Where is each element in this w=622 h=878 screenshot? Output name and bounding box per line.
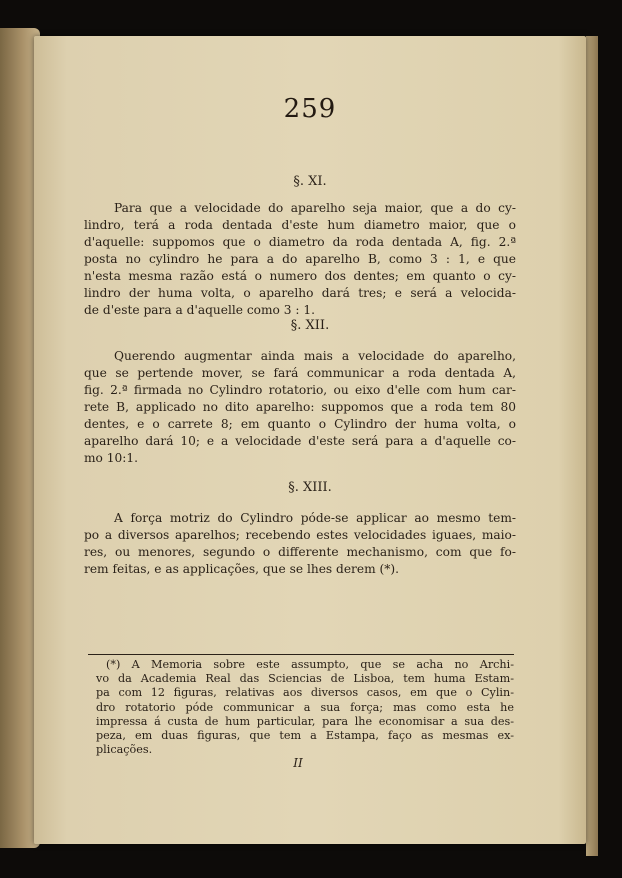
paragraph-line: n'esta mesma razão está o numero dos dentes; em quanto o cy- bbox=[84, 269, 516, 283]
section-xii-paragraph bbox=[84, 348, 516, 467]
page-number: 259 bbox=[283, 94, 337, 124]
paragraph-line: rete B, applicado no dito aparelho: suppomos que a roda tem 80 bbox=[84, 400, 516, 414]
footnote-line: dro rotatorio póde communicar a sua força; mas como esta he bbox=[96, 700, 514, 714]
paragraph-line: posta no cylindro he para a do aparelho B, como 3 : 1, e que bbox=[84, 252, 516, 266]
section-heading-xi: §. XI. bbox=[293, 174, 327, 189]
footnote-line: vo da Academia Real das Sciencias de Lisboa, tem huma Estam- bbox=[96, 672, 514, 686]
paragraph-line: mo 10:1. bbox=[84, 451, 139, 465]
footnote bbox=[96, 658, 514, 757]
paragraph-line: fig. 2.ª firmada no Cylindro rotatorio, ou eixo d'elle com hum car- bbox=[84, 383, 516, 397]
paragraph-line: po a diversos aparelhos; recebendo estes velocidades iguaes, maio- bbox=[84, 528, 516, 542]
paragraph-line: d'aquelle: suppomos que o diametro da roda dentada A, fig. 2.ª bbox=[84, 235, 516, 249]
paragraph-line: de d'este para a d'aquelle como 3 : 1. bbox=[84, 303, 315, 317]
paragraph-line: que se pertende mover, se fará communicar a roda dentada A, bbox=[84, 366, 516, 380]
footnote-line: plicações. bbox=[96, 743, 153, 757]
footnote-rule bbox=[88, 654, 514, 655]
paragraph-line: res, ou menores, segundo o differente mechanismo, com que fo- bbox=[84, 545, 516, 559]
paragraph-line: lindro der huma volta, o aparelho dará tres; e será a velocida- bbox=[84, 286, 516, 300]
section-xi-paragraph bbox=[84, 166, 516, 319]
paragraph-line: Para que a velocidade do aparelho seja maior, que a do cy- bbox=[114, 201, 516, 215]
paragraph-line: A força motriz do Cylindro póde-se applicar ao mesmo tem- bbox=[114, 511, 516, 525]
paragraph-line: dentes, e o carrete 8; em quanto o Cylindro der huma volta, o bbox=[84, 417, 516, 431]
paragraph-line: rem feitas, e as applicações, que se lhes derem (*). bbox=[84, 562, 400, 576]
footnote-line: pa com 12 figuras, relativas aos diversos casos, em que o Cylin- bbox=[96, 686, 514, 700]
book-page bbox=[34, 36, 586, 844]
paragraph-line: aparelho dará 10; e a velocidade d'este será para a d'aquelle co- bbox=[84, 434, 516, 448]
paragraph-line: lindro, terá a roda dentada d'este hum diametro maior, que o bbox=[84, 218, 516, 232]
footnote-line: (*) A Memoria sobre este assumpto, que se acha no Archi- bbox=[106, 658, 514, 671]
paragraph-line: Querendo augmentar ainda mais a velocidade do aparelho, bbox=[114, 349, 516, 363]
section-heading-xii: §. XII. bbox=[290, 318, 330, 333]
page-fore-edge bbox=[586, 36, 598, 856]
footnote-line: impressa á custa de hum particular, para lhe economisar a sua des- bbox=[96, 714, 514, 728]
signature-mark: II bbox=[293, 756, 303, 770]
footnote-line: peza, em duas figuras, que tem a Estampa, faço as mesmas ex- bbox=[96, 729, 514, 743]
section-xiii-paragraph bbox=[84, 510, 516, 578]
section-heading-xiii: §. XIII. bbox=[288, 480, 332, 495]
